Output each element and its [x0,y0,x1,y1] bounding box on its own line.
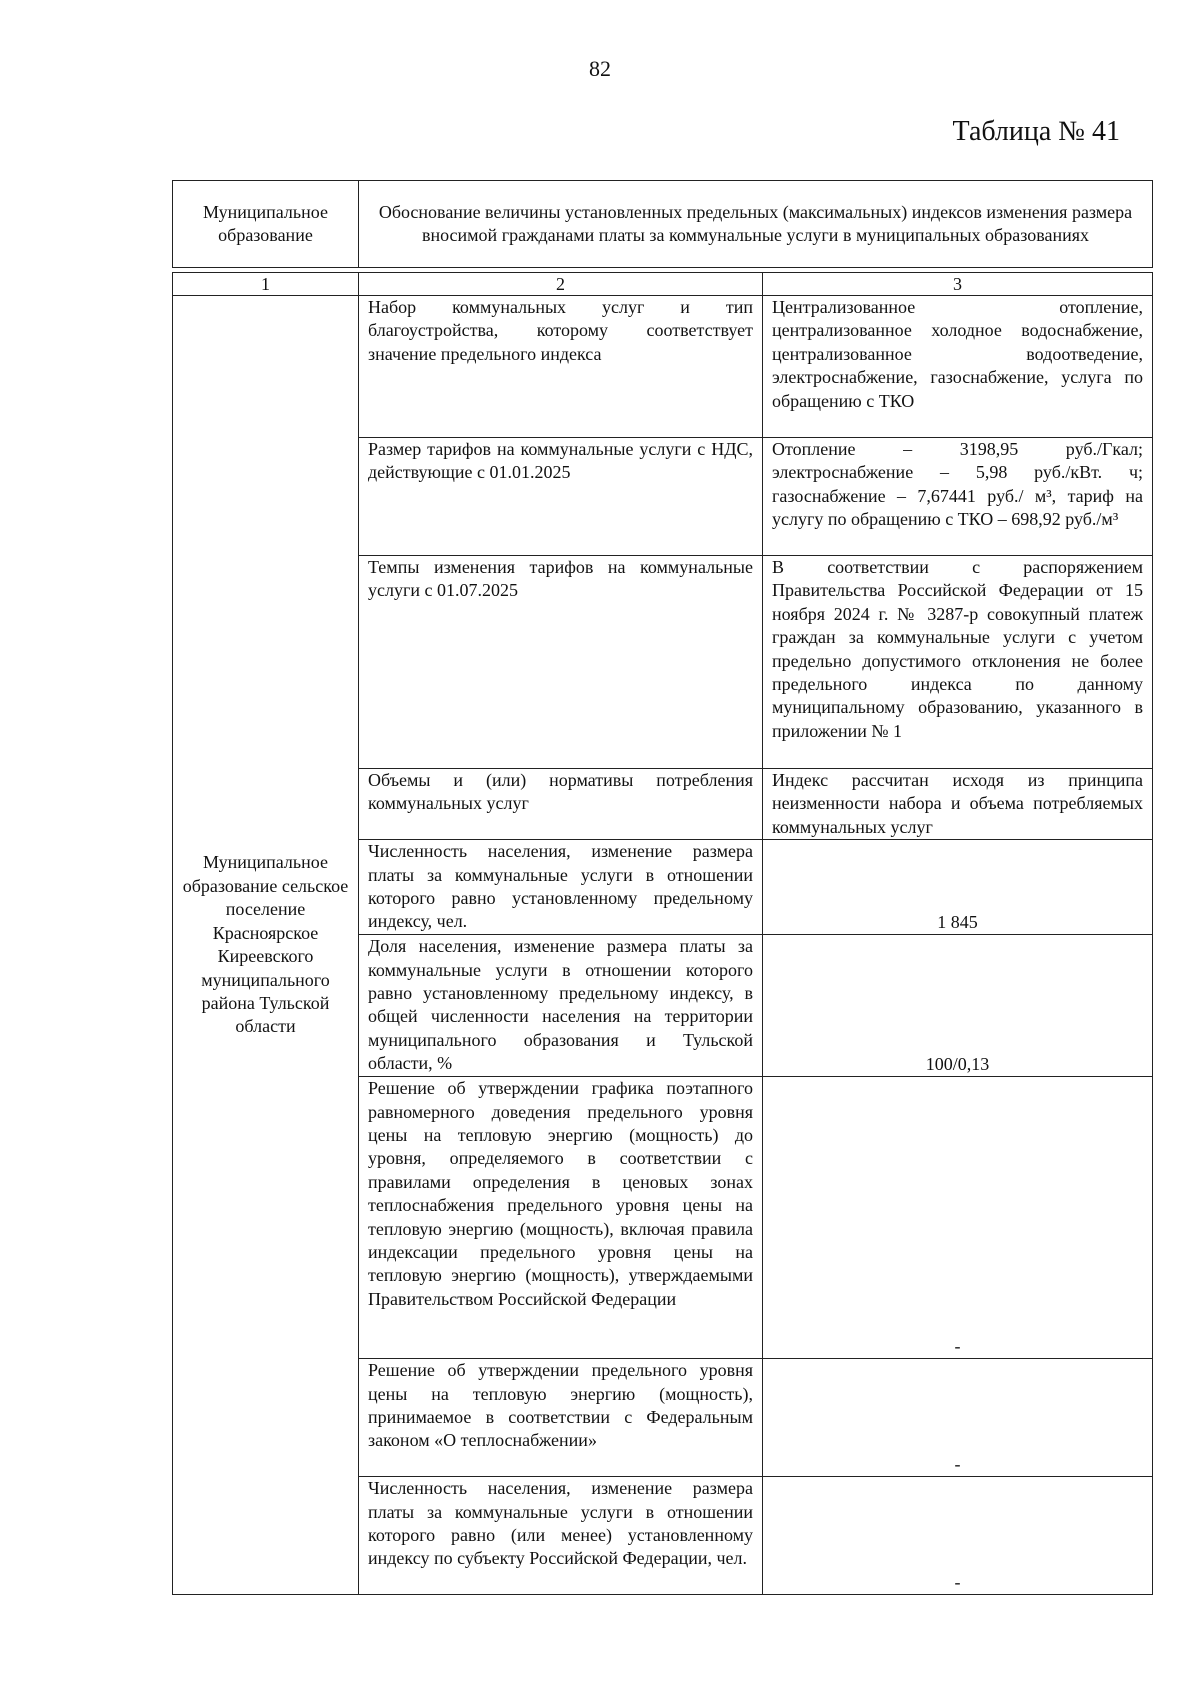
table-row [173,296,1153,438]
header-table [172,180,1153,268]
column-number-2: 2 [359,273,763,296]
table-title: Таблица № 41 [952,116,1120,147]
row-label: Решение об утверждении предельного уровня цены на тепловую энергию (мощность), принимаемое в соответствии с Федеральным законом «О теплоснабжении» [359,1359,763,1477]
row-value: - [763,1077,1153,1359]
row-value: Отопление – 3198,95 руб./Гкал; электроснабжение – 5,98 руб./кВт. ч; газоснабжение – 7,67441 руб./ м³, тариф на услугу по обращению с ТКО – 698,92 руб./м³ [763,438,1153,556]
header-justification-cell: Обоснование величины установленных предельных (максимальных) индексов изменения размера вносимой гражданами платы за коммунальные услуги в муниципальных образованиях [359,181,1153,268]
row-value: 1 845 [763,840,1153,935]
municipality-cell: Муниципальное образование сельское поселение Красноярское Киреевского муниципального района Тульской области [173,296,359,1595]
row-label: Доля населения, изменение размера платы за коммунальные услуги в отношении которого равно установленному предельному индексу, в общей численности населения на территории муниципального образования и Тульской области, % [359,935,763,1077]
row-value: - [763,1477,1153,1595]
row-label: Набор коммунальных услуг и тип благоустройства, которому соответствует значение предельного индекса [359,296,763,438]
row-label: Численность населения, изменение размера платы за коммунальные услуги в отношении которого равно установленному предельному индексу, чел. [359,840,763,935]
row-label: Размер тарифов на коммунальные услуги с НДС, действующие с 01.01.2025 [359,438,763,556]
column-number-1: 1 [173,273,359,296]
row-value: Централизованное отопление, централизованное холодное водоснабжение, централизованное водоотведение, электроснабжение, газоснабжение, услуга по обращению с ТКО [763,296,1153,438]
row-value: 100/0,13 [763,935,1153,1077]
column-number-row [173,273,1153,296]
header-municipality-cell: Муниципальное образование [173,181,359,268]
row-label: Решение об утверждении графика поэтапного равномерного доведения предельного уровня цены на тепловую энергию (мощность) до уровня, определяемого в соответствии с правилами определения в ценовых зонах теплоснабжения предельного уровня цены на тепловую энергию (мощность), включая правила индексации предельного уровня цены на тепловую энергию (мощность), утверждаемыми Правительством Российской Федерации [359,1077,763,1359]
column-number-3: 3 [763,273,1153,296]
row-value: Индекс рассчитан исходя из принципа неизменности набора и объема потребляемых коммунальных услуг [763,769,1153,840]
row-label: Темпы изменения тарифов на коммунальные услуги с 01.07.2025 [359,556,763,769]
row-value: - [763,1359,1153,1477]
row-value: В соответствии с распоряжением Правительства Российской Федерации от 15 ноября 2024 г. № 3287-р совокупный платеж граждан за коммунальные услуги с учетом предельно допустимого отклонения не более предельного индекса по данному муниципальному образованию, указанного в приложении № 1 [763,556,1153,769]
page-number: 82 [589,56,611,81]
row-label: Численность населения, изменение размера платы за коммунальные услуги в отношении которого равно (или менее) установленному индексу по субъекту Российской Федерации, чел. [359,1477,763,1595]
data-table [172,272,1153,1595]
row-label: Объемы и (или) нормативы потребления коммунальных услуг [359,769,763,840]
